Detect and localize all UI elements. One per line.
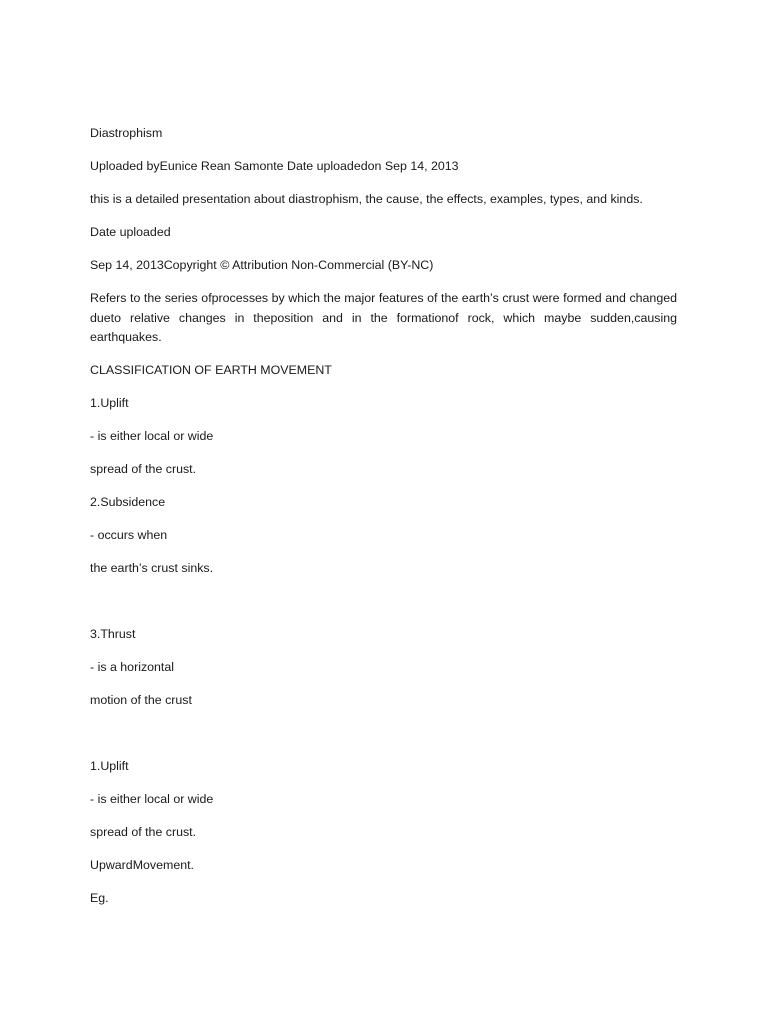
list-item-text: spread of the crust. [90,462,197,476]
list-item-heading: 3.Thrust [90,627,136,641]
list-item-text: motion of the crust [90,693,192,707]
list-item-text: spread of the crust. [90,825,197,839]
list-item-text: the earth’s crust sinks. [90,561,214,575]
copyright-line: Sep 14, 2013Copyright © Attribution Non-Commercial (BY-NC) [90,258,434,272]
list-item-text: Eg. [90,891,109,905]
blank-line [90,592,677,625]
description-text: this is a detailed presentation about diastrophism, the cause, the effects, examples, types, and kinds. [90,192,643,206]
document-title: Diastrophism [90,126,163,140]
list-item-text: UpwardMovement. [90,858,194,872]
list-item-heading: 1.Uplift [90,759,129,773]
list-item-heading: 1.Uplift [90,396,129,410]
list-item-text: - is either local or wide [90,429,214,443]
document-body [90,124,677,922]
list-item-text: - is a horizontal [90,660,175,674]
list-item-text: - occurs when [90,528,168,542]
definition-paragraph: Refers to the series ofprocesses by which the major features of the earth’s crust were formed and changed dueto relative changes in theposition and in the formationof rock, which maybe sudden,causing earthquakes. [90,291,677,344]
date-uploaded-label: Date uploaded [90,225,171,239]
upload-info: Uploaded byEunice Rean Samonte Date uploadedon Sep 14, 2013 [90,159,459,173]
blank-line [90,724,677,757]
list-item-heading: 2.Subsidence [90,495,166,509]
section-heading: CLASSIFICATION OF EARTH MOVEMENT [90,363,332,377]
list-item-text: - is either local or wide [90,792,214,806]
